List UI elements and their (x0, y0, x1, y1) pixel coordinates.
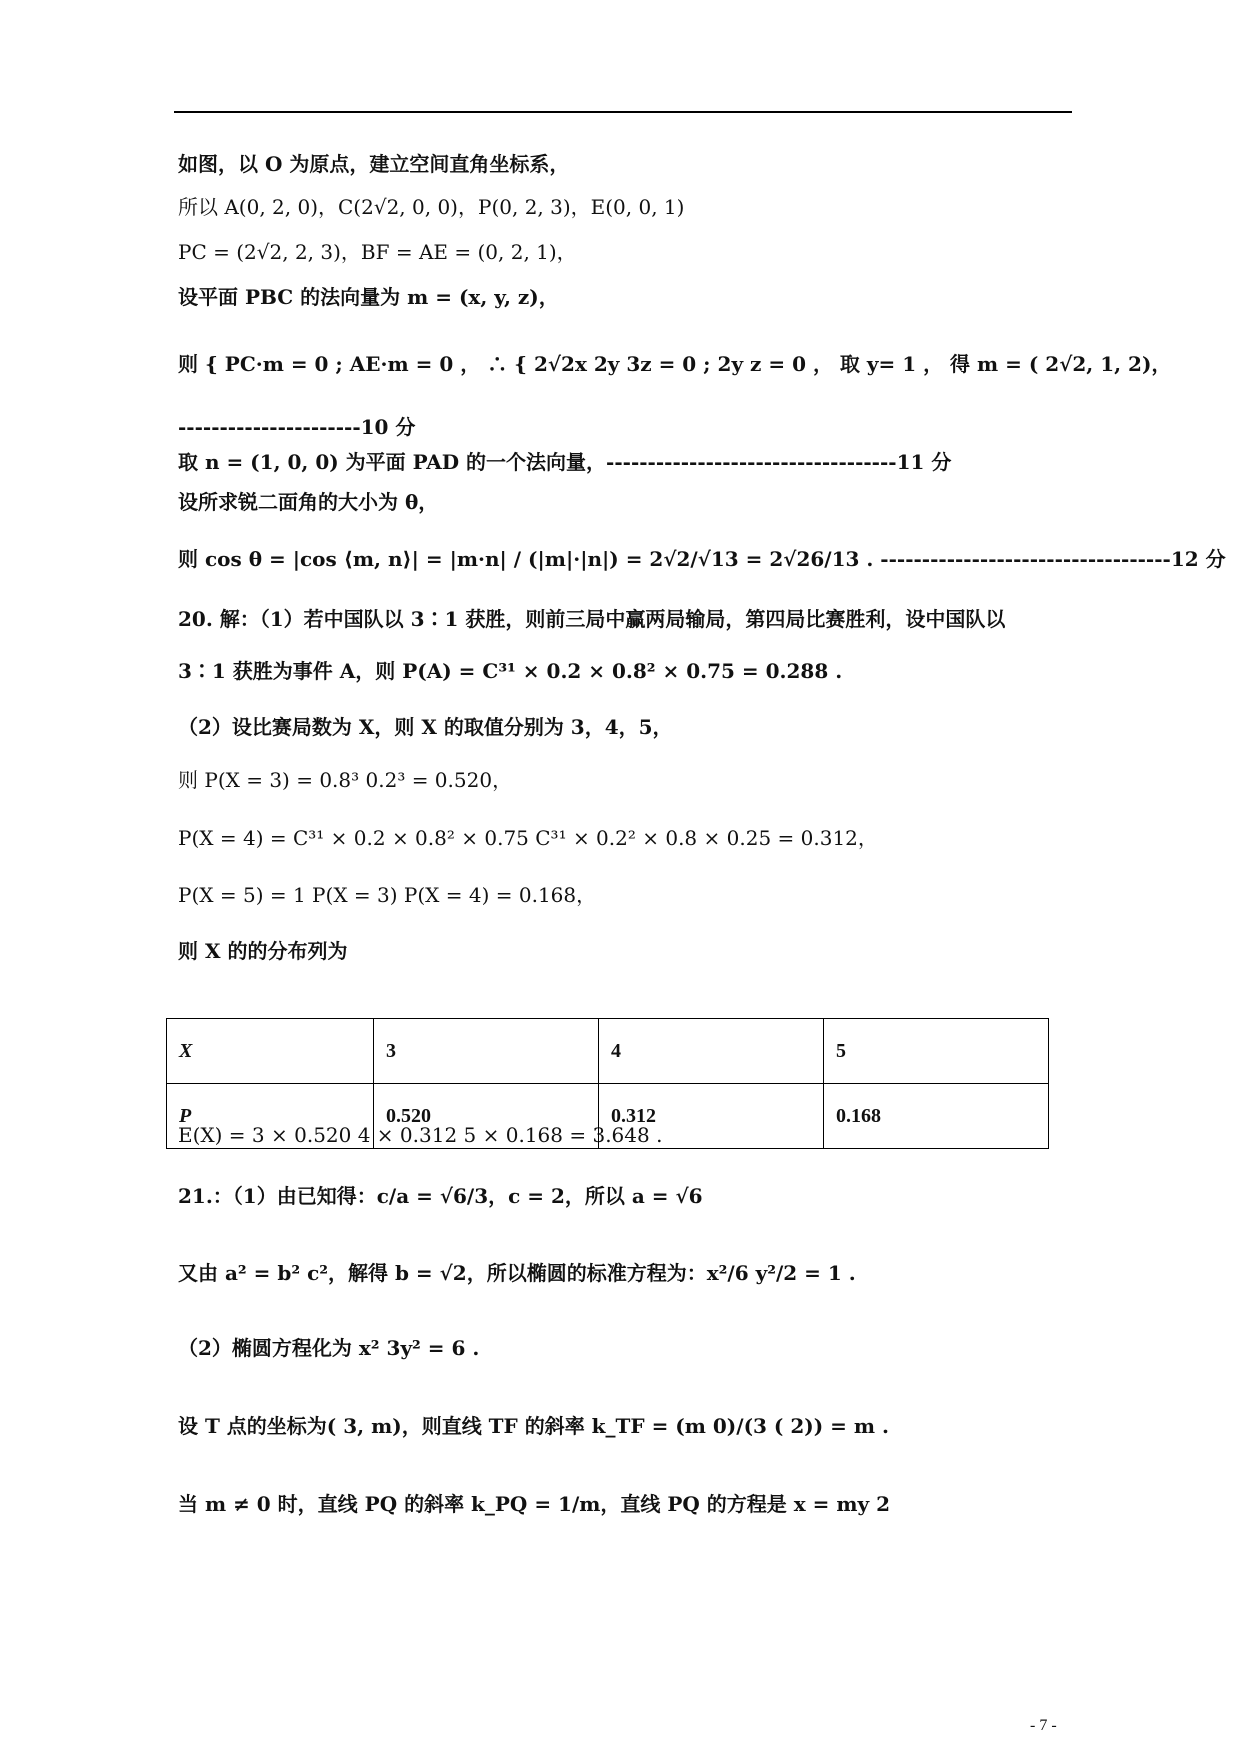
text-line: 则 P(X = 3) = 0.8³ 0.2³ = 0.520， (178, 768, 513, 792)
text-line: E(X) = 3 × 0.520 4 × 0.312 5 × 0.168 = 3.648 . (178, 1123, 663, 1147)
table-cell: 0.168 (824, 1084, 1049, 1149)
table-cell: 0.520 (374, 1084, 599, 1149)
text-line: P(X = 5) = 1 P(X = 3) P(X = 4) = 0.168， (178, 883, 597, 907)
table-cell: P (167, 1084, 374, 1149)
text-line: 则 { PC·m = 0 ; AE·m = 0 ， ∴ { 2√2x 2y 3z = 0 ; 2y z = 0 ， 取 y= 1 ， 得 m = ( 2√2, 1, 2)， (178, 352, 1172, 376)
table-cell: X (167, 1019, 374, 1084)
text-line: 又由 a² = b² c²，解得 b = √2，所以椭圆的标准方程为：x²/6 y²/2 = 1 . (178, 1261, 856, 1285)
page-number: - 7 - (1030, 1717, 1057, 1734)
table-cell: 0.312 (599, 1084, 824, 1149)
text-line: （2）椭圆方程化为 x² 3y² = 6 . (178, 1336, 480, 1360)
table-cell: 3 (374, 1019, 599, 1084)
text-line: 20. 解：（1）若中国队以 3∶1 获胜，则前三局中赢两局输局，第四局比赛胜利，设中国队以 (178, 607, 1006, 631)
text-line: 设 T 点的坐标为( 3, m)，则直线 TF 的斜率 k_TF = (m 0)/(3 ( 2)) = m . (178, 1414, 889, 1438)
table-cell: 5 (824, 1019, 1049, 1084)
table-cell: 4 (599, 1019, 824, 1084)
text-line: ----------------------10 分 (178, 415, 416, 439)
text-line: PC = (2√2, 2, 3)，BF = AE = (0, 2, 1)， (178, 240, 577, 264)
table-row-header (167, 1019, 1049, 1084)
text-line: 设平面 PBC 的法向量为 m = (x, y, z)， (178, 285, 559, 309)
text-line: 所以 A(0, 2, 0)，C(2√2, 0, 0)，P(0, 2, 3)，E(0, 0, 1) (178, 195, 685, 219)
text-line: 取 n = (1, 0, 0) 为平面 PAD 的一个法向量，-----------------------------------11 分 (178, 450, 952, 474)
table-row-values (167, 1084, 1049, 1149)
text-line: 当 m ≠ 0 时，直线 PQ 的斜率 k_PQ = 1/m，直线 PQ 的方程是 x = my 2 (178, 1492, 891, 1516)
text-line: 设所求锐二面角的大小为 θ， (178, 490, 439, 514)
distribution-table (166, 1018, 1049, 1149)
text-line: 21.：（1）由已知得：c/a = √6/3，c = 2，所以 a = √6 (178, 1184, 703, 1208)
text-line: P(X = 4) = C³¹ × 0.2 × 0.8² × 0.75 C³¹ × 0.2² × 0.8 × 0.25 = 0.312， (178, 826, 878, 850)
text-line: 3∶1 获胜为事件 A，则 P(A) = C³¹ × 0.2 × 0.8² × 0.75 = 0.288 . (178, 659, 843, 683)
header-rule (174, 111, 1072, 113)
text-line: 则 X 的的分布列为 (178, 939, 348, 963)
text-line: 则 cos θ = |cos ⟨m, n⟩| = |m·n| / (|m|·|n|) = 2√2/√13 = 2√26/13 . -----------------------------------12 分 (178, 547, 1226, 571)
text-line: （2）设比赛局数为 X，则 X 的取值分别为 3，4，5， (178, 715, 673, 739)
text-line: 如图，以 O 为原点，建立空间直角坐标系， (178, 152, 570, 176)
